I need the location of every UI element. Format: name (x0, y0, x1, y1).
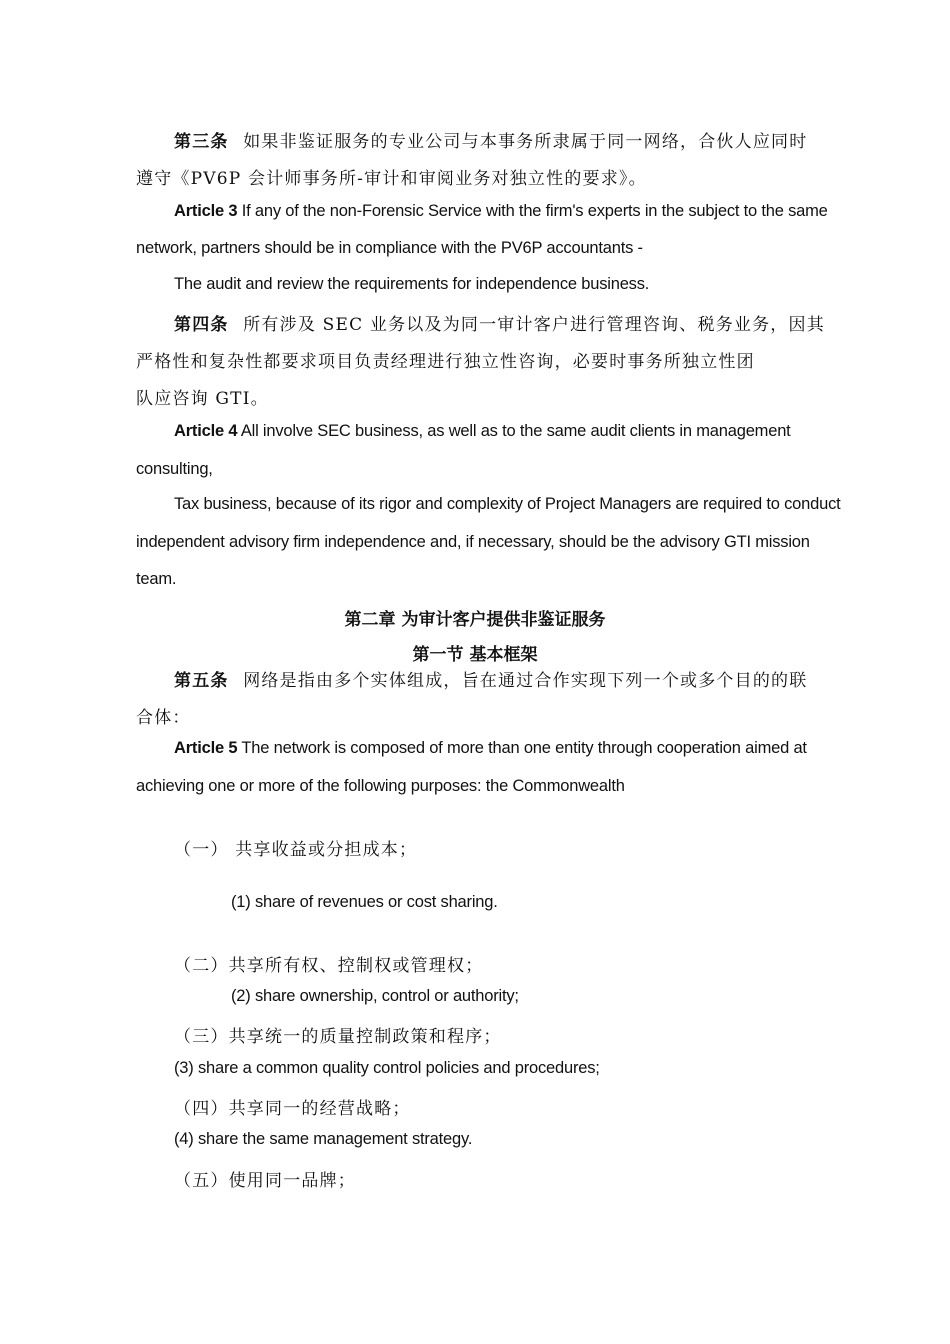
article3-zh-label: 第三条 (174, 132, 229, 152)
article3-en-line3: The audit and review the requirements for independence business. (174, 275, 650, 293)
item2-en: (2) share ownership, control or authority; (231, 987, 519, 1005)
article3-zh-line2: 遵守《PV6P 会计师事务所-审计和审阅业务对独立性的要求》。 (136, 169, 647, 189)
article4-zh-line1: 第四条 所有涉及 SEC 业务以及为同一审计客户进行管理咨询、税务业务，因其 (174, 315, 825, 335)
item3-zh: （三）共享统一的质量控制政策和程序； (174, 1027, 502, 1047)
article4-en-label: Article 4 (174, 422, 238, 440)
article3-zh-line1: 第三条 如果非鉴证服务的专业公司与本事务所隶属于同一网络，合伙人应同时 (174, 132, 808, 152)
article5-zh-label: 第五条 (174, 671, 229, 691)
chapter-title: 第二章 为审计客户提供非鉴证服务 (344, 610, 606, 630)
article4-zh-line3: 队应咨询 GTI。 (136, 389, 269, 409)
article4-en-line2: consulting, (136, 460, 213, 478)
item1-en: (1) share of revenues or cost sharing. (231, 893, 498, 911)
article4-zh-label: 第四条 (174, 315, 229, 335)
article5-en-label: Article 5 (174, 739, 238, 757)
article5-en-line2: achieving one or more of the following purposes: the Commonwealth (136, 777, 625, 795)
article4-zh-line2: 严格性和复杂性都要求项目负责经理进行独立性咨询，必要时事务所独立性团 (136, 352, 755, 372)
item1-zh: （一） 共享收益或分担成本； (174, 840, 418, 860)
article4-en-line5: team. (136, 570, 177, 588)
article5-zh-line1: 第五条 网络是指由多个实体组成，旨在通过合作实现下列一个或多个目的的联 (174, 671, 808, 691)
article3-en-line1: Article 3 If any of the non-Forensic Service with the firm's experts in the subject to the same (174, 202, 828, 220)
item4-zh: （四）共享同一的经营战略； (174, 1099, 411, 1119)
item3-en: (3) share a common quality control policies and procedures; (174, 1059, 600, 1077)
article5-en-line1: Article 5 The network is composed of more than one entity through cooperation aimed at (174, 739, 807, 757)
article4-en-line4: independent advisory firm independence and, if necessary, should be the advisory GTI mission (136, 533, 810, 551)
item2-zh: （二）共享所有权、控制权或管理权； (174, 956, 484, 976)
article3-en-line2: network, partners should be in compliance with the PV6P accountants - (136, 239, 643, 257)
item4-en: (4) share the same management strategy. (174, 1130, 473, 1148)
article3-en-label: Article 3 (174, 202, 238, 220)
section-title: 第一节 基本框架 (412, 645, 538, 665)
article4-en-line3: Tax business, because of its rigor and complexity of Project Managers are required to conduct (174, 495, 841, 513)
item5-zh: （五）使用同一品牌； (174, 1171, 356, 1191)
article4-en-line1: Article 4 All involve SEC business, as well as to the same audit clients in management (174, 422, 791, 440)
article5-zh-line2: 合体： (136, 708, 191, 728)
